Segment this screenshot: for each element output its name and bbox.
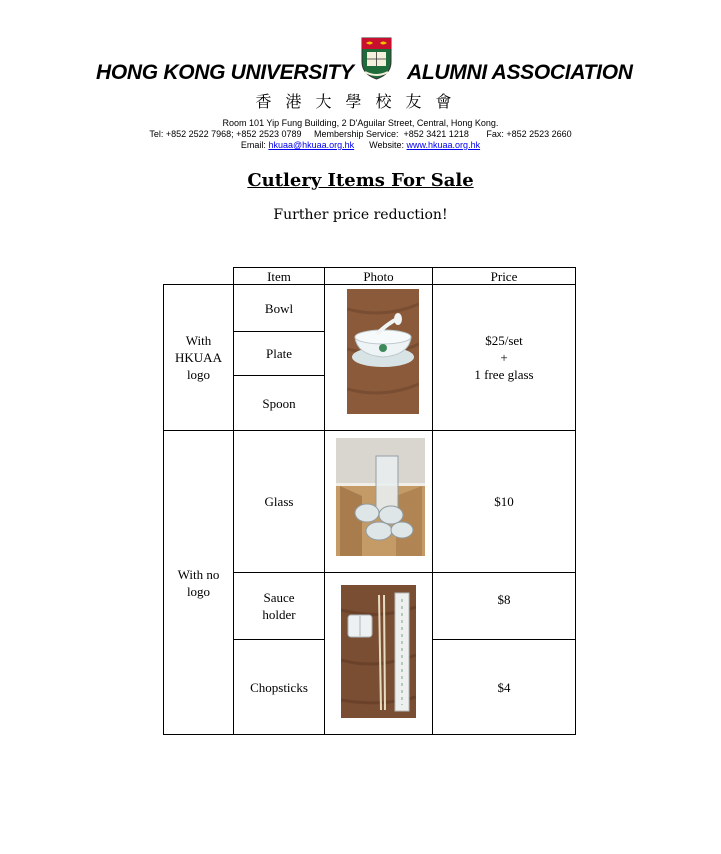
org-name-right: ALUMNI ASSOCIATION <box>407 61 633 84</box>
address-line: Room 101 Yip Fung Building, 2 D'Aguilar Street, Central, Hong Kong. <box>222 118 499 128</box>
price-chopsticks: $4 <box>432 639 576 735</box>
item-spoon: Spoon <box>233 375 325 431</box>
website-link[interactable]: www.hkuaa.org.hk <box>406 140 481 150</box>
group-label-line: With <box>185 333 212 348</box>
item-label-line: Sauce <box>263 590 295 605</box>
header-item: Item <box>233 267 325 285</box>
hku-crest-logo <box>360 36 393 80</box>
price-sauce-holder: $8 <box>432 572 576 640</box>
page-title: Cutlery Items For Sale <box>247 170 474 191</box>
group-label-line: With no <box>177 566 220 582</box>
price-set <box>432 284 576 431</box>
sauce-chopsticks-photo <box>341 585 416 718</box>
group-label-line: HKUAA <box>175 350 222 365</box>
contact-line <box>0 140 721 150</box>
email-link[interactable]: hkuaa@hkuaa.org.hk <box>268 140 355 150</box>
item-chopsticks: Chopsticks <box>233 639 325 735</box>
subtitle: Further price reduction! <box>273 207 448 223</box>
glasses-photo <box>336 438 425 556</box>
item-glass: Glass <box>233 430 325 573</box>
header-photo: Photo <box>324 267 433 285</box>
header-price: Price <box>432 267 576 285</box>
email-label: Email: <box>240 140 266 150</box>
group-label-no-logo <box>163 430 234 735</box>
group-label-line: logo <box>186 367 211 382</box>
price-glass: $10 <box>432 430 576 573</box>
item-sauce-holder <box>233 572 325 640</box>
org-name-left: HONG KONG UNIVERSITY <box>96 61 354 84</box>
price-line: + <box>500 350 508 365</box>
item-label-line: holder <box>262 607 296 622</box>
item-bowl: Bowl <box>233 284 325 332</box>
website-label: Website: <box>369 140 405 150</box>
org-name-chinese: 香港大學校友會 <box>255 92 466 111</box>
bowl-set-photo <box>347 289 419 414</box>
item-plate: Plate <box>233 331 325 376</box>
price-line: 1 free glass <box>474 367 534 382</box>
group-label-line: logo <box>186 583 211 599</box>
group-label-hkuaa-logo <box>163 284 234 431</box>
price-line: $25/set <box>485 333 523 348</box>
tel-line: Tel: +852 2522 7968; +852 2523 0789 Membership Service: +852 3421 1218 Fax: +852 2523 2660 <box>149 129 572 139</box>
